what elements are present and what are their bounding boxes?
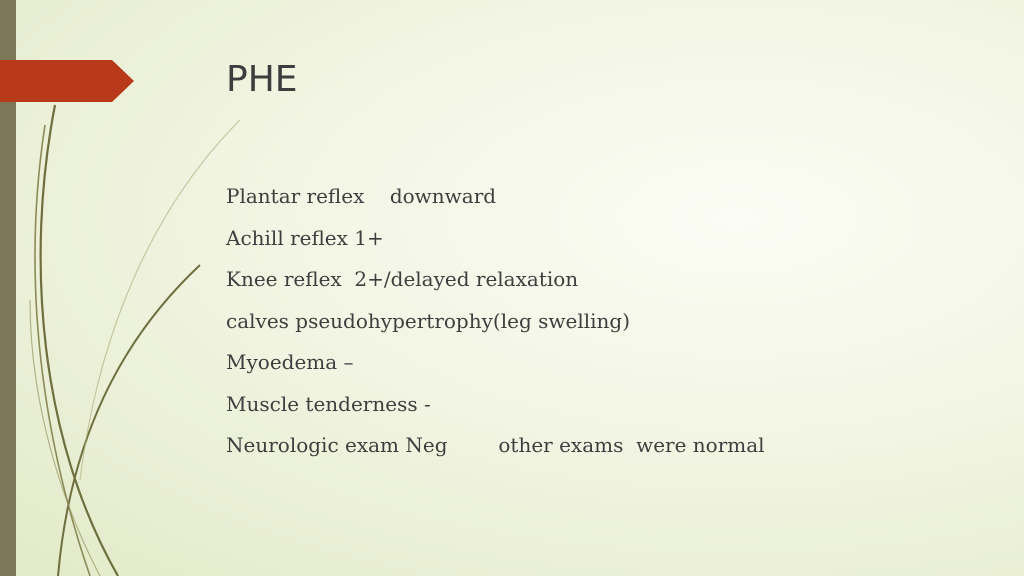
stem-curve-4 (80, 120, 240, 480)
stem-curve-5 (30, 300, 100, 576)
bullet-item-myoedema: Myoedema – (226, 350, 354, 374)
bullet-item-calves: calves pseudohypertrophy(leg swelling) (226, 308, 630, 333)
slide-title: PHE (226, 59, 298, 100)
bullet-item-neurologic-exam: Neurologic exam Neg other exams were normal (226, 433, 765, 457)
title-arrow-shape (0, 0, 140, 110)
stem-curve-1 (41, 105, 118, 576)
bullet-item-muscle-tenderness: Muscle tenderness - (226, 391, 431, 416)
stem-curve-3 (58, 265, 200, 576)
bullet-item-plantar-reflex: Plantar reflex downward (226, 184, 497, 208)
bullet-item-achill-reflex: Achill reflex 1+ (226, 225, 384, 250)
bullet-item-knee-reflex: Knee reflex 2+/delayed relaxation (226, 267, 579, 291)
bullet-list (226, 176, 986, 467)
